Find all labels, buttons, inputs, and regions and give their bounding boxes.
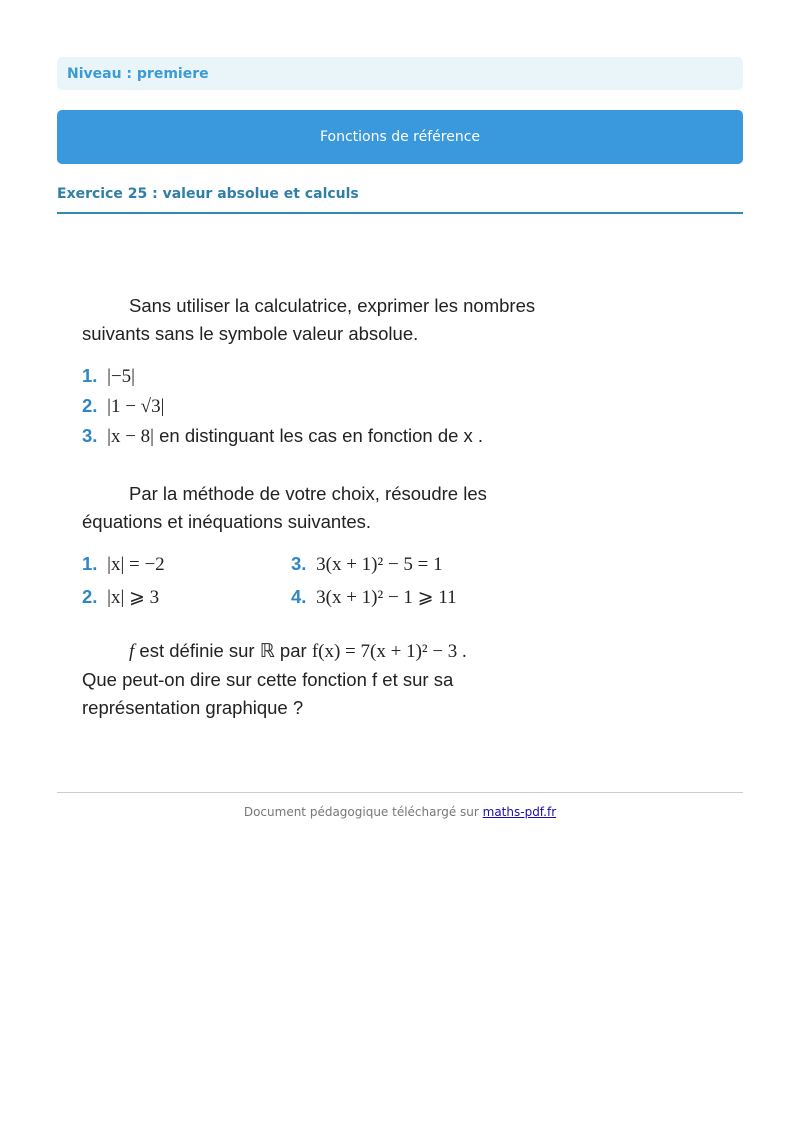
list-item: 1. |x| = −2 [82,553,165,575]
part3-text: f est définie sur ℝ par f(x) = 7(x + 1)² − 3 . Que peut-on dire sur cette fonction f et sur sa représentation graphique ? [82,640,467,718]
list-item: 2. |1 − √3| [82,395,165,417]
list-item: 2. |x| ⩾ 3 [82,586,160,608]
list-item: 4. 3(x + 1)² − 1 ⩾ 11 [291,586,457,608]
exercise-title: Exercice 25 : valeur absolue et calculs [57,186,743,214]
list-item: 1. |−5| [82,365,135,387]
part1-list [82,361,552,451]
exercise-content [82,292,552,722]
part1-intro: Sans utiliser la calculatrice, exprimer les nombres suivants sans le symbole valeur absolue. [82,295,536,344]
footer [57,805,743,819]
chapter-title: Fonctions de référence [319,129,481,145]
part2-grid [82,549,552,612]
list-item: 3. |x − 8| en distinguant les cas en fonction de x . [82,425,484,447]
part2-intro: Par la méthode de votre choix, résoudre les équations et inéquations suivantes. [82,483,487,532]
level-label: Niveau : premiere [67,65,209,82]
level-banner [57,57,743,90]
chapter-title-banner [57,110,743,164]
footer-link[interactable]: maths-pdf.fr [482,805,557,819]
footer-divider [57,792,743,793]
list-item: 3. 3(x + 1)² − 5 = 1 [291,553,443,575]
footer-text: Document pédagogique téléchargé sur [243,805,483,819]
